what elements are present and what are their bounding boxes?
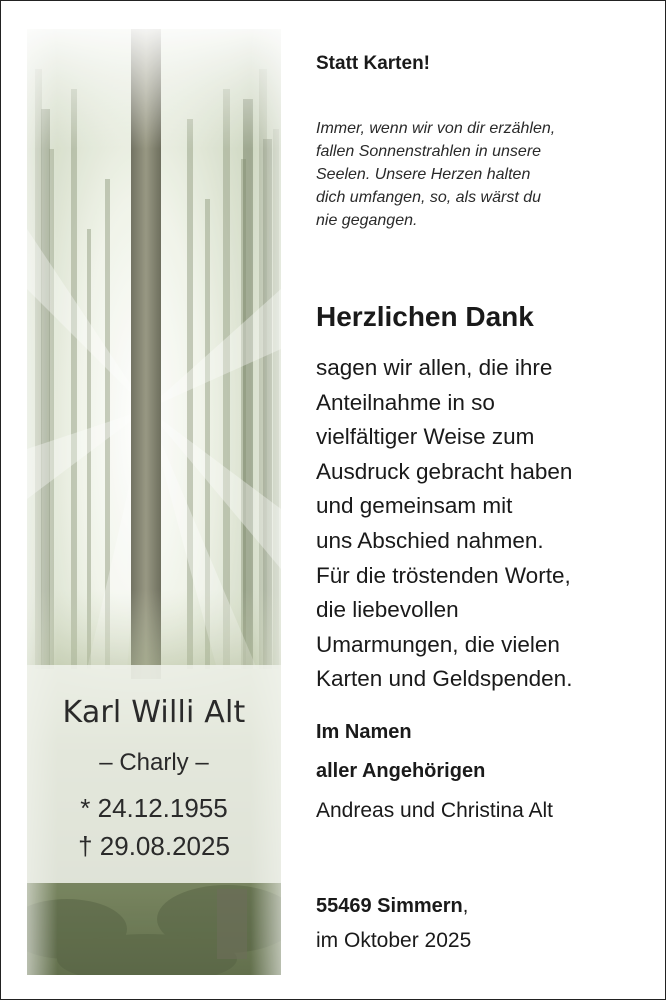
deceased-nickname: – Charly – (99, 749, 209, 776)
thanks-line: und gemeinsam mit (316, 493, 513, 519)
thanks-line: Für die tröstenden Worte, (316, 562, 571, 588)
city-suffix: , (462, 895, 469, 917)
signature-line-2: aller Angehörigen (316, 760, 486, 782)
verse-line: nie gegangen. (316, 212, 418, 229)
thanks-line: Anteilnahme in so (316, 389, 495, 415)
statt-karten-heading: Statt Karten! (316, 53, 431, 74)
signature-names: Andreas und Christina Alt (316, 799, 553, 822)
verse-line: dich umfangen, so, als wärst du (316, 189, 542, 206)
thanks-line: Karten und Geldspenden. (316, 666, 573, 692)
thanks-line: uns Abschied nahmen. (316, 527, 544, 553)
thanks-line: die liebevollen (316, 597, 459, 623)
thanks-line: vielfältiger Weise zum (316, 424, 535, 450)
thanks-heading: Herzlichen Dank (316, 301, 534, 332)
place (316, 895, 468, 918)
signature-line-1: Im Namen (316, 721, 412, 743)
verse-line: fallen Sonnenstrahlen in unsere (316, 143, 542, 160)
thanks-line: sagen wir allen, die ihre (316, 355, 553, 380)
death-date: † 29.08.2025 (78, 831, 230, 861)
thanks-line: Umarmungen, die vielen (316, 631, 560, 657)
city: 55469 Simmern (316, 895, 463, 917)
verse (316, 117, 636, 232)
date: im Oktober 2025 (316, 929, 472, 952)
name-panel (27, 665, 281, 883)
birth-date: * 24.12.1955 (80, 793, 228, 823)
thanks-line: Ausdruck gebracht haben (316, 458, 573, 484)
thanks-text (316, 351, 646, 697)
deceased-name: Karl Willi Alt (62, 695, 246, 730)
verse-line: Immer, wenn wir von dir erzählen, (316, 120, 556, 137)
verse-line: Seelen. Unsere Herzen halten (316, 166, 531, 183)
